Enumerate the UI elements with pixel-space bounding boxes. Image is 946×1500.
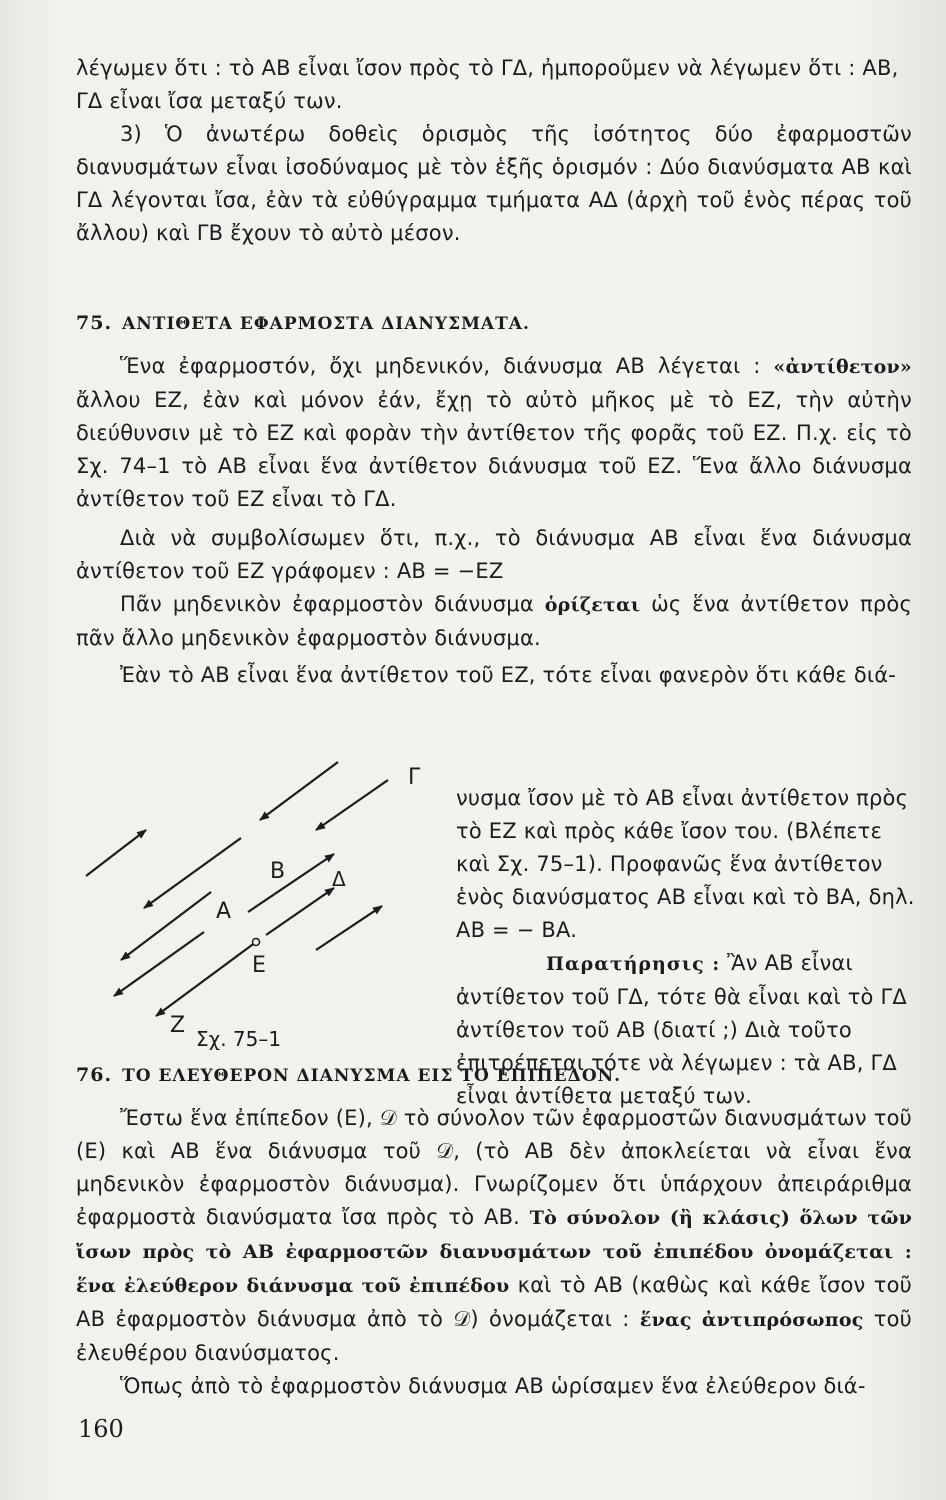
section-75-paragraph-2: Διὰ νὰ συμβολίσωμεν ὅτι, π.χ., τὸ διάνυσμα AB εἶναι ἕνα διάνυσμα ἀντίθετον τοῦ EZ γράφομεν : AB = −EZ: [76, 526, 912, 583]
s75-p1-text-a: Ἕνα ἐφαρμοστόν, ὄχι μηδενικόν, διάνυσμα AB λέγεται :: [120, 354, 774, 378]
vector-arrow: [316, 906, 382, 950]
intro-block: [76, 52, 912, 250]
section-75-number: 75.: [76, 312, 113, 334]
s76-p1-text-a: Ἔστω ἕνα ἐπίπεδον (E), 𝒟 τὸ σύνολον τῶν ἐφαρμοστῶν διανυσμάτων τοῦ (E) καὶ AB ἕνα διάνυσμα τοῦ 𝒟, (τὸ AB δὲν ἀποκλείεται νὰ εἶναι ἕνα μηδενικὸν ἐφαρμοστὸν διάνυσμα). Γνωρίζομεν ὅτι ὑπάρχουν ἀπειράριθμα ἐφαρμοστὰ διανύσματα ἴσα πρὸς τὸ AB.: [76, 1106, 912, 1229]
intro-line-2: ΓΔ εἶναι ἴσα μεταξύ των.: [76, 89, 343, 113]
s75-p3-text-b: ὡς ἕνα ἀντίθετον πρὸς πᾶν ἄλλο μηδενικὸν ἐφαρμοστὸν διάνυσμα.: [76, 592, 912, 650]
s76-p1-definition: Τὸ σύνολον (ἢ κλάσις) ὅλων τῶν ἴσων πρὸς τὸ AB ἐφαρμοστῶν διανυσμάτων τοῦ ἐπιπέδου ὀνομάζεται : ἕνα ἐλεύθερον διάνυσμα τοῦ ἐπιπέδου: [76, 1207, 913, 1297]
vector-arrow: [260, 762, 338, 820]
vector-arrow: [144, 838, 241, 908]
point-E-marker: [253, 939, 260, 946]
label-A: A: [216, 899, 232, 924]
vector-arrow: [121, 892, 211, 960]
s76-p1-text-b: καὶ τὸ AB (καθὼς καὶ κάθε ἴσον τοῦ AB ἐφαρμοστὸν διάνυσμα ἀπὸ τὸ 𝒟) ὀνομάζεται :: [76, 1273, 912, 1331]
section-75-title: ΑΝΤΙΘΕΤΑ ΕΦΑΡΜΟΣΤΑ ΔΙΑΝΥΣΜΑΤΑ.: [122, 314, 530, 334]
section-75-paragraph-4-continued: νυσμα ἴσον μὲ τὸ AB εἶναι ἀντίθετον πρὸς τὸ EZ καὶ πρὸς κάθε ἴσον του. (Βλέπετε καὶ Σχ. 75–1). Προφανῶς ἕνα ἀντίθετον ἑνὸς διανύσματος AB εἶναι καὶ τὸ BA, δηλ. AB = − BA.: [456, 786, 915, 942]
section-75-paragraph-1: [76, 350, 912, 516]
vector-arrow-EZ: [156, 942, 256, 1016]
label-Z: Z: [170, 1013, 186, 1038]
s76-p1-term: ἕνας ἀντιπρόσωπος: [639, 1309, 864, 1331]
label-gamma: Γ: [408, 765, 421, 790]
label-delta: Δ: [332, 867, 346, 891]
section-76-heading: [76, 1064, 912, 1086]
label-E: E: [252, 953, 266, 978]
section-75-heading: [76, 312, 912, 334]
section-76-number: 76.: [76, 1064, 113, 1086]
intro-line-1: λέγωμεν ὅτι : τὸ AB εἶναι ἴσον πρὸς τὸ ΓΔ, ἠμποροῦμεν νὰ λέγωμεν ὅτι : AB,: [76, 56, 899, 80]
section-76-body: [76, 1102, 912, 1403]
vector-arrow-AB: [248, 854, 334, 912]
section-76-title: ΤΟ ΕΛΕΥΘΕΡΟΝ ΔΙΑΝΥΣΜΑ ΕΙΣ ΤΟ ΕΠΙΠΕΔΟΝ.: [122, 1066, 622, 1086]
section-76-paragraph-1: [76, 1102, 912, 1370]
s75-p3-term: ὁρίζεται: [544, 594, 641, 616]
s75-p1-term: «ἀντίθετον»: [773, 356, 912, 378]
vector-arrow: [266, 888, 334, 935]
vector-arrow-GD: [316, 780, 388, 830]
s75-p1-text-b: ἄλλου EZ, ἐὰν καὶ μόνον ἐάν, ἔχῃ τὸ αὐτὸ μῆκος μὲ τὸ EZ, τὴν αὐτὴν διεύθυνσιν μὲ τὸ EZ καὶ φορὰν τὴν ἀντίθετον τῆς φορᾶς τοῦ EZ. Π.χ. εἰς τὸ Σχ. 74–1 τὸ AB εἶναι ἕνα ἀντίθετον διάνυσμα τοῦ EZ. Ἕνα ἄλλο διάνυσμα ἀντίθετον τοῦ EZ εἶναι τὸ ΓΔ.: [76, 388, 912, 511]
section-75-paragraph-4-lead: Ἐὰν τὸ AB εἶναι ἕνα ἀντίθετον τοῦ EZ, τότε εἶναι φανερὸν ὅτι κάθε διά-: [120, 663, 897, 687]
vector-arrow: [114, 932, 204, 996]
figure-75-1: [76, 760, 456, 1050]
page-number: 160: [78, 1415, 124, 1443]
section-75-note: [456, 947, 916, 1113]
vector-arrow: [86, 830, 146, 876]
section-75-paragraph-3: [76, 588, 912, 655]
note-label: Παρατήρησις :: [546, 953, 721, 975]
section-76-paragraph-2: Ὅπως ἀπὸ τὸ ἐφαρμοστὸν διάνυσμα AB ὡρίσαμεν ἕνα ἐλεύθερον διά-: [120, 1374, 866, 1398]
figure-caption: Σχ. 75–1: [196, 1027, 282, 1050]
s76-p1-text-c: τοῦ ἐλευθέρου διανύσματος.: [76, 1307, 913, 1365]
section-75-body: [76, 350, 912, 692]
s75-p3-text-a: Πᾶν μηδενικὸν ἐφαρμοστὸν διάνυσμα: [120, 592, 545, 616]
intro-paragraph-3: 3) Ὁ ἀνωτέρω δοθεὶς ὁρισμὸς τῆς ἰσότητος δύο ἐφαρμοστῶν διανυσμάτων εἶναι ἰσοδύναμος μὲ τὸν ἑξῆς ὁρισμόν : Δύο διανύσματα AB καὶ ΓΔ λέγονται ἴσα, ἐὰν τὰ εὐθύγραμμα τμήματα ΑΔ (ἀρχὴ τοῦ ἑνὸς πέρας τοῦ ἄλλου) καὶ ΓB ἔχουν τὸ αὐτὸ μέσον.: [76, 122, 912, 245]
note-text: Ἂν AB εἶναι ἀντίθετον τοῦ ΓΔ, τότε θὰ εἶναι καὶ τὸ ΓΔ ἀντίθετον τοῦ AB (διατί ;) Διὰ τοῦτο ἐπιτρέπεται τότε νὰ λέγωμεν : τὰ AB, ΓΔ εἶναι ἀντίθετα μεταξύ των.: [456, 951, 907, 1108]
label-B: B: [270, 859, 286, 884]
